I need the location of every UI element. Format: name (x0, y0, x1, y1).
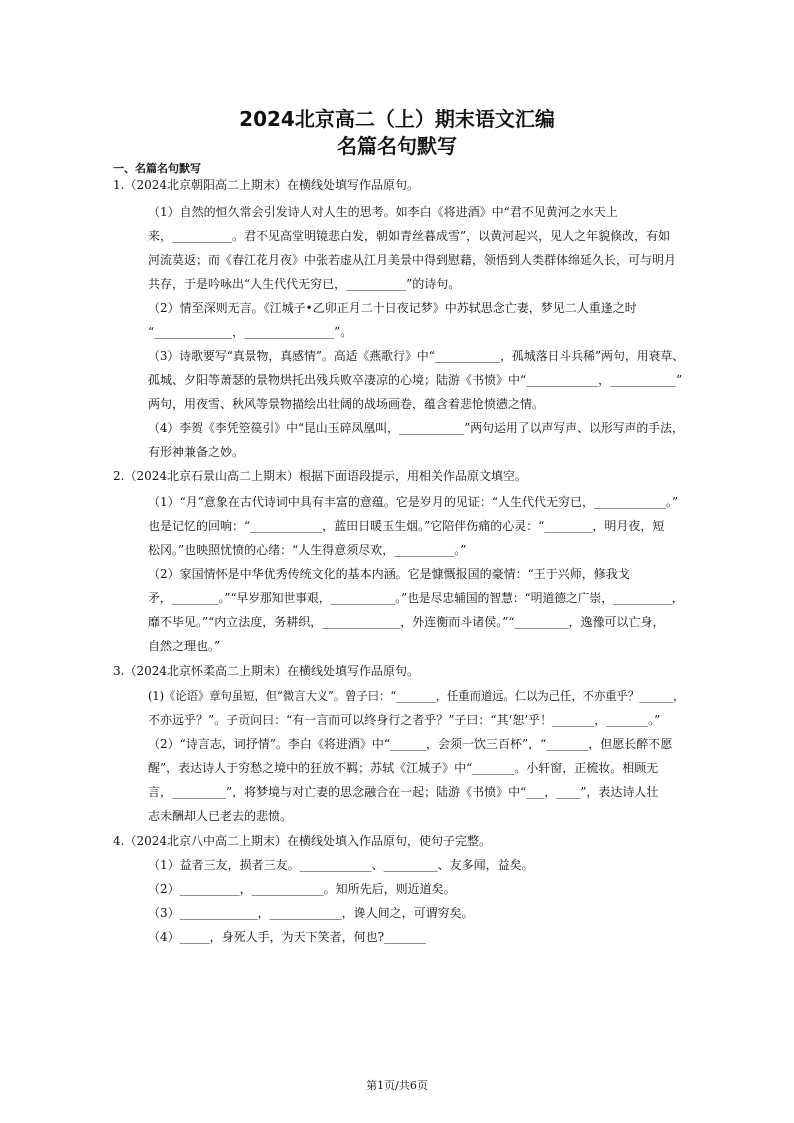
question-4-heading: 4.（2024北京八中高二上期末）在横线处填入作品原句，使句子完整。 (113, 834, 491, 848)
doc-title: 2024北京高二（上）期末语文汇编 (239, 107, 555, 131)
text-line: 言，_________”，将梦境与对亡妻的思念融合在一起；陆游《书愤》中“___，____”，表达诗人壮 (148, 785, 659, 799)
text-line: 不亦远乎？”。子贡问曰：“有一言而可以终身行之者乎？”子曰：“其‘恕’乎！_______，_______。” (148, 713, 661, 727)
text-line: （2）家国情怀是中华优秀传统文化的基本内涵。它是慷慨报国的豪情：“王于兴师，修我戈 (148, 567, 630, 581)
text-line: （4）李贺《李凭箜篌引》中“昆山玉碎凤凰叫，___________”两句运用了以声写声、以形写声的手法， (148, 421, 684, 435)
text-line: (1)《论语》章句虽短，但“微言大义”。曾子曰：“_______，任重而道远。仁以为己任，不亦重乎？______， (148, 689, 685, 703)
text-line: （1）“月”意象在古代诗词中具有丰富的意蕴。它是岁月的见证：“人生代代无穷已，____________。” (148, 495, 679, 509)
text-line: （1）益者三友，损者三友。____________、_________、友多闻，益矣。 (148, 858, 534, 872)
text-line: （3）_____________，____________，谗人间之，可谓穷矣。 (148, 906, 474, 920)
text-line: （2）__________，____________。知所先后，则近道矣。 (148, 882, 456, 896)
text-line: （1）自然的恒久常会引发诗人对人生的思考。如李白《将进酒》中“君不见黄河之水天上 (148, 205, 618, 219)
text-line: “_____________，_______________”。 (148, 325, 353, 339)
text-line: 也是记忆的回响：“____________，蓝田日暖玉生烟。”它陪伴伤痛的心灵：“________，明月夜，短 (148, 519, 665, 533)
text-line: 自然之理也。” (148, 639, 221, 653)
text-line: 来，__________。君不见高堂明镜悲白发，朝如青丝暮成雪”，以黄河起兴，见人之年貌倏改，有如 (148, 229, 671, 243)
text-line: 共存，于是吟咏出“人生代代无穷已，__________”的诗句。 (148, 277, 461, 291)
text-line: 河流莫返；而《春江花月夜》中张若虚从江月美景中得到慰藉，领悟到人类群体绵延久长，可与明月 (148, 253, 677, 267)
text-line: （3）诗歌要写“真景物，真感情”。高适《燕歌行》中“___________，孤城落日斗兵稀”两句，用衰草、 (148, 349, 685, 363)
question-1-heading: 1.（2024北京朝阳高二上期末）在横线处填写作品原句。 (113, 178, 419, 192)
page-footer: 第1页/共6页 (366, 1079, 428, 1092)
text-line: 靡不毕见。”“内立法度，务耕织，_____________，外连衡而斗诸侯。”“_________，逸豫可以亡身， (148, 615, 665, 629)
text-line: （4）_____，身死人手，为天下笑者，何也?_______ (148, 930, 427, 944)
text-line: （2）情至深则无言。《江城子•乙卯正月二十日夜记梦》中苏轼思念亡妻，梦见二人重逢之时 (148, 301, 637, 315)
doc-subtitle: 名篇名句默写 (337, 134, 457, 158)
question-3-heading: 3.（2024北京怀柔高二上期末）在横线处填写作品原句。 (113, 664, 419, 678)
text-line: 松冈。”也映照忧愤的心绪：“人生得意须尽欢，__________。” (148, 543, 467, 557)
text-line: （2）“诗言志，词抒情”。李白《将进酒》中“______，会须一饮三百杯”，“_______，但愿长醉不愿 (148, 737, 673, 751)
text-line: 矛，________。”“早岁那知世事艰，___________。”也是尽忠辅国的智慧：“明道德之广崇，__________， (148, 591, 684, 605)
text-line: 醒”，表达诗人于穷愁之境中的狂放不羁；苏轼《江城子》中“_______。小轩窗，正梳妆。相顾无 (148, 761, 659, 775)
question-2-heading: 2.（2024北京石景山高二上期末）根据下面语段提示，用相关作品原文填空。 (113, 469, 527, 483)
section-heading: 一、名篇名句默写 (113, 162, 201, 175)
text-line: 两句，用夜雪、秋风等景物描绘出壮阔的战场画卷，蕴含着悲怆愤懑之情。 (148, 397, 545, 411)
text-line: 有形神兼备之妙。 (148, 445, 245, 459)
text-line: 志未酬却人已老去的悲愤。 (148, 809, 293, 823)
text-line: 孤城、夕阳等萧瑟的景物烘托出残兵败卒凄凉的心境；陆游《书愤》中“____________，___________” (148, 373, 683, 387)
